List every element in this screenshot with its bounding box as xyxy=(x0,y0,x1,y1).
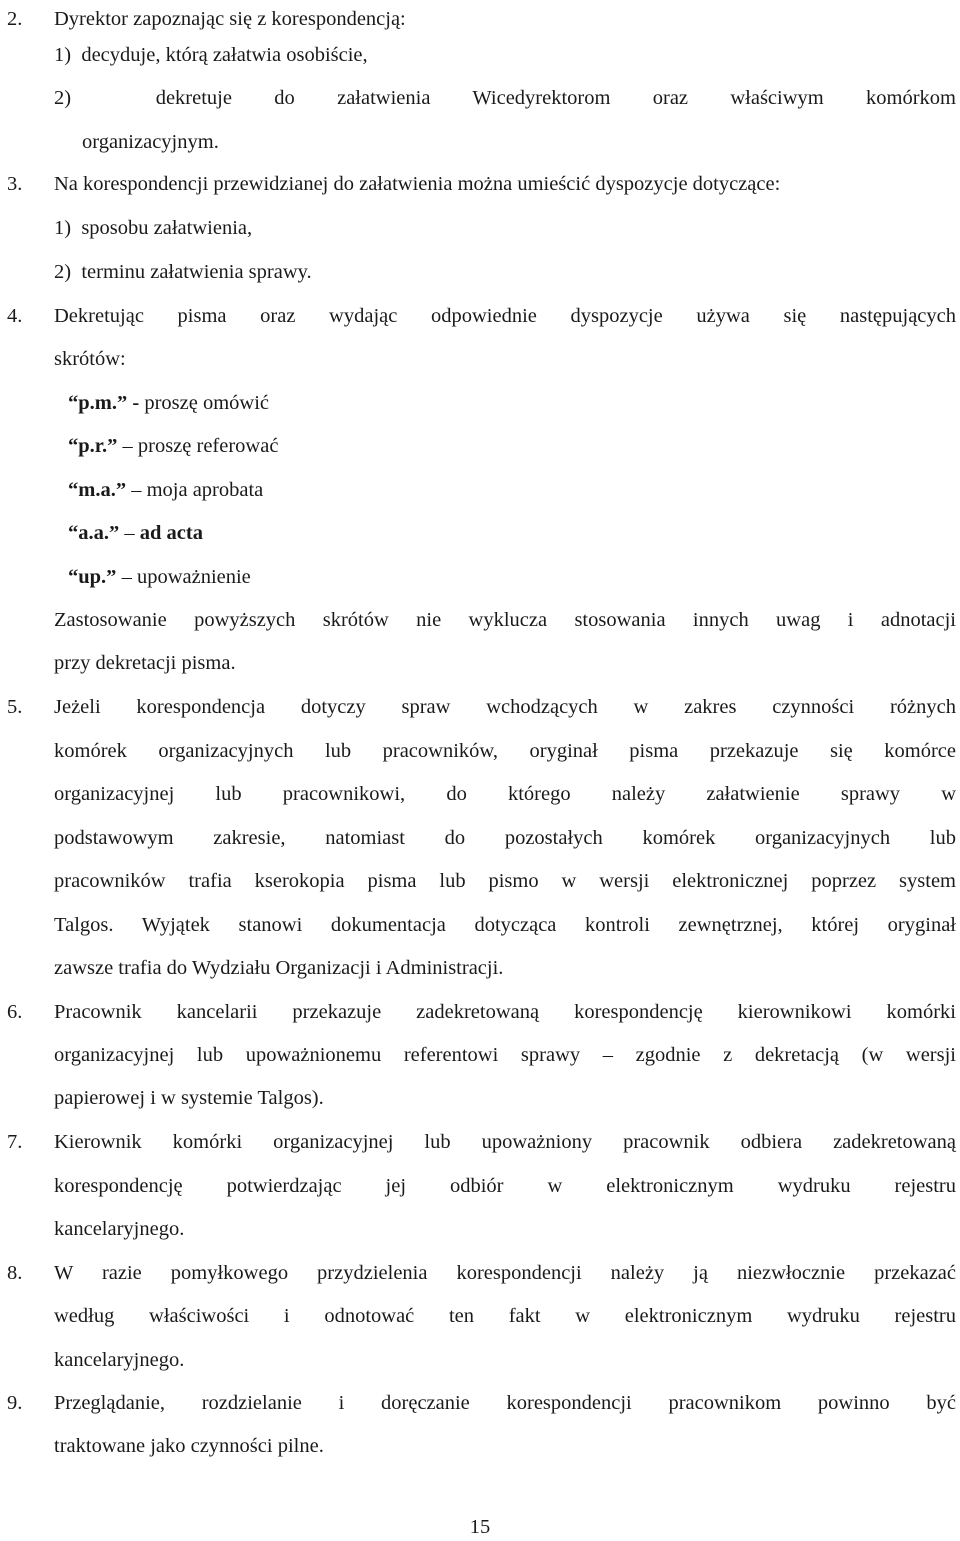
abbreviation-code: “m.a.” xyxy=(68,479,127,501)
item-text: pracowników trafia kserokopia pisma lub pismo w wersji elektronicznej poprzez system xyxy=(54,870,956,892)
page-number: 15 xyxy=(469,1516,491,1538)
item-text: Kierownik komórki organizacyjnej lub upoważniony pracownik odbiera zadekretowaną xyxy=(54,1131,956,1153)
item-8-line xyxy=(0,1301,960,1331)
item-text: Na korespondencji przewidzianej do załatwienia można umieścić dyspozycje dotyczące: xyxy=(54,173,781,195)
abbreviation-desc: ad acta xyxy=(139,522,203,544)
item-4-note xyxy=(0,605,960,635)
item-text: W razie pomyłkowego przydzielenia korespondencji należy ją niezwłocznie przekazać xyxy=(54,1262,956,1284)
item-4-note-2 xyxy=(0,648,960,678)
item-5-line xyxy=(0,692,960,722)
item-3-line xyxy=(0,169,960,199)
item-text: Zastosowanie powyższych skrótów nie wyklucza stosowania innych uwag i adnotacji xyxy=(54,609,956,631)
item-text: komórek organizacyjnych lub pracowników, oryginał pisma przekazuje się komórce xyxy=(54,740,956,762)
abbreviation-separator: - xyxy=(127,392,145,414)
abbreviation-code: “p.m.” xyxy=(68,392,128,414)
item-number: 5. xyxy=(7,696,23,718)
item-text: Dyrektor zapoznając się z korespondencją: xyxy=(54,8,406,30)
abbreviation-separator: – xyxy=(126,479,147,501)
item-3-sub-1 xyxy=(0,213,960,243)
item-text: Przeglądanie, rozdzielanie i doręczanie korespondencji pracownikom powinno być xyxy=(54,1392,956,1414)
item-number: 9. xyxy=(7,1392,23,1414)
item-text: według właściwości i odnotować ten fakt w elektronicznym wydruku rejestru xyxy=(54,1305,956,1327)
abbreviation-separator: – xyxy=(119,522,140,544)
item-text: traktowane jako czynności pilne. xyxy=(54,1435,324,1457)
item-number: 2. xyxy=(7,8,23,30)
item-number: 3. xyxy=(7,173,23,195)
item-number: 7. xyxy=(7,1131,23,1153)
item-text: przy dekretacji pisma. xyxy=(54,652,236,674)
item-text: organizacyjnej lub upoważnionemu referentowi sprawy – zgodnie z dekretacją (w wersji xyxy=(54,1044,956,1066)
abbreviation-code: “up.” xyxy=(68,566,117,588)
item-text: kancelaryjnego. xyxy=(54,1349,185,1371)
abbreviation-separator: – xyxy=(116,566,137,588)
item-4-line xyxy=(0,301,960,331)
abbreviation-desc: proszę referować xyxy=(137,435,279,457)
item-text: skrótów: xyxy=(54,348,126,370)
item-text: Dekretując pisma oraz wydając odpowiednie dyspozycje używa się następujących xyxy=(54,305,956,327)
item-5-line xyxy=(0,910,960,940)
item-2-sub-2-cont xyxy=(0,127,960,157)
item-2-line xyxy=(0,4,960,34)
item-6-line xyxy=(0,1083,960,1113)
item-text: podstawowym zakresie, natomiast do pozostałych komórek organizacyjnych lub xyxy=(54,827,956,849)
item-4-line-2 xyxy=(0,344,960,374)
item-5-line xyxy=(0,953,960,983)
abbreviation-row xyxy=(0,562,960,592)
item-6-line xyxy=(0,1040,960,1070)
item-number: 8. xyxy=(7,1262,23,1284)
sub-item-text: 2) dekretuje do załatwienia Wicedyrektorom oraz właściwym komórkom xyxy=(54,87,956,109)
abbreviation-desc: moja aprobata xyxy=(146,479,264,501)
item-number: 4. xyxy=(7,305,23,327)
item-text: korespondencję potwierdzając jej odbiór w elektronicznym wydruku rejestru xyxy=(54,1175,956,1197)
item-5-line xyxy=(0,779,960,809)
item-7-line xyxy=(0,1171,960,1201)
sub-item-text: 2) terminu załatwienia sprawy. xyxy=(54,261,312,283)
item-8-line xyxy=(0,1345,960,1375)
item-9-line xyxy=(0,1431,960,1461)
abbreviation-row xyxy=(0,388,960,418)
abbreviation-row xyxy=(0,518,960,548)
item-text: kancelaryjnego. xyxy=(54,1218,185,1240)
abbreviation-code: “a.a.” xyxy=(68,522,120,544)
sub-item-text: 1) decyduje, którą załatwia osobiście, xyxy=(54,44,368,66)
abbreviation-desc: proszę omówić xyxy=(144,392,269,414)
item-text: papierowej i w systemie Talgos). xyxy=(54,1087,324,1109)
item-5-line xyxy=(0,866,960,896)
abbreviation-row xyxy=(0,475,960,505)
item-text: Talgos. Wyjątek stanowi dokumentacja dotycząca kontroli zewnętrznej, której oryginał xyxy=(54,914,956,936)
item-5-line xyxy=(0,736,960,766)
abbreviation-desc: upoważnienie xyxy=(136,566,251,588)
item-8-line xyxy=(0,1258,960,1288)
item-7-line xyxy=(0,1214,960,1244)
sub-item-text: 1) sposobu załatwienia, xyxy=(54,217,253,239)
item-2-sub-2 xyxy=(0,83,960,113)
abbreviation-code: “p.r.” xyxy=(68,435,118,457)
item-9-line xyxy=(0,1388,960,1418)
item-text: Pracownik kancelarii przekazuje zadekretowaną korespondencję kierownikowi komórki xyxy=(54,1001,956,1023)
item-2-sub-1 xyxy=(0,40,960,70)
sub-item-text: organizacyjnym. xyxy=(82,131,219,153)
item-5-line xyxy=(0,823,960,853)
item-3-sub-2 xyxy=(0,257,960,287)
item-6-line xyxy=(0,997,960,1027)
item-text: Jeżeli korespondencja dotyczy spraw wchodzących w zakres czynności różnych xyxy=(54,696,956,718)
item-number: 6. xyxy=(7,1001,23,1023)
item-text: zawsze trafia do Wydziału Organizacji i Administracji. xyxy=(54,957,504,979)
abbreviation-row xyxy=(0,431,960,461)
abbreviation-separator: – xyxy=(117,435,138,457)
item-7-line xyxy=(0,1127,960,1157)
item-text: organizacyjnej lub pracownikowi, do którego należy załatwienie sprawy w xyxy=(54,783,956,805)
